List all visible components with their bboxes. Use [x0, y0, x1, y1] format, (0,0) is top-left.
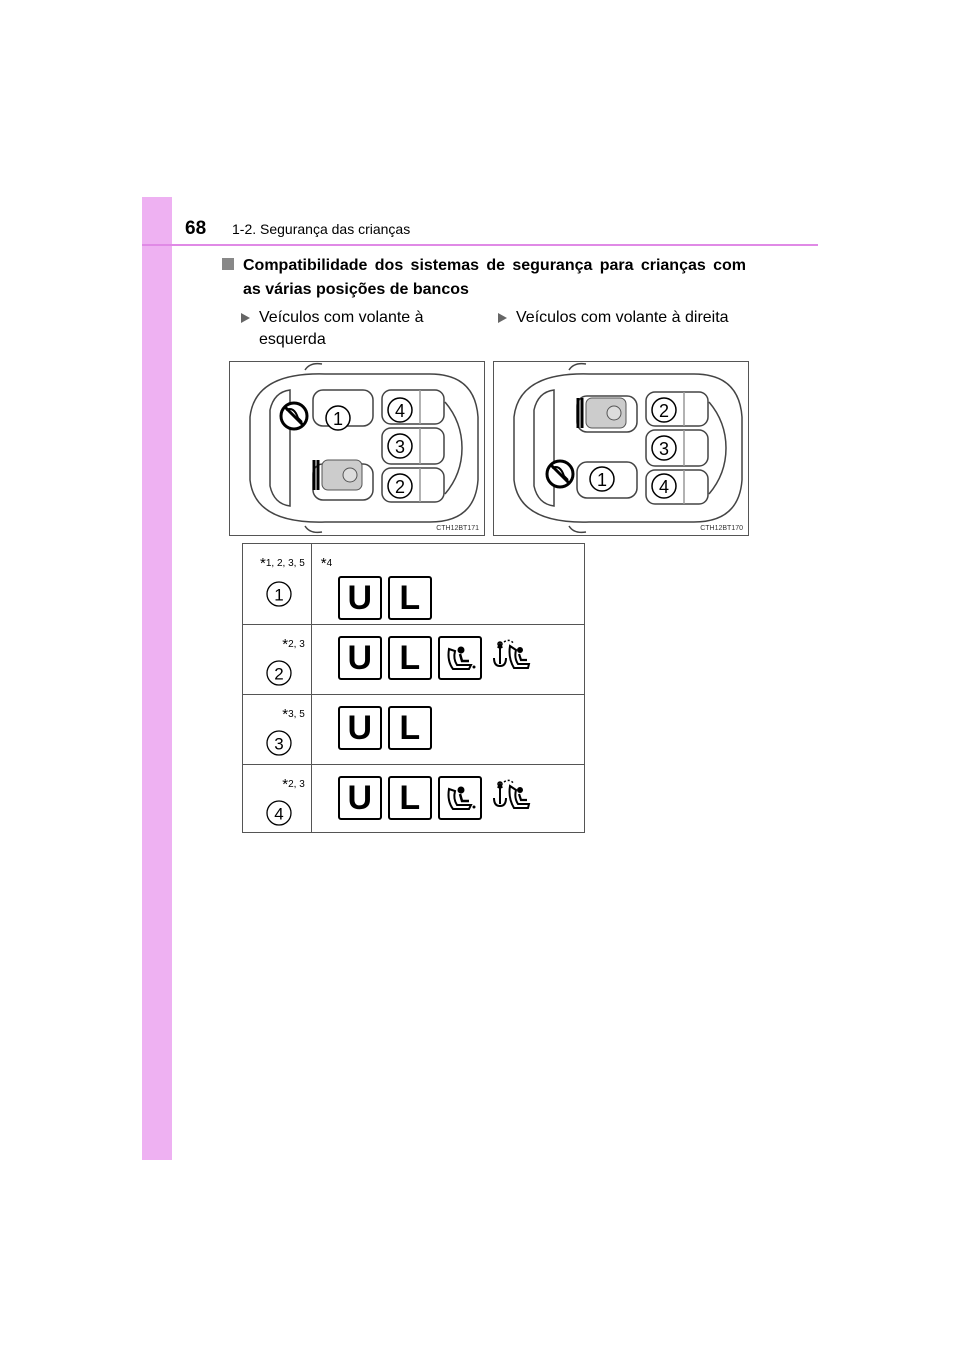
compatible-seat-types-cell [311, 765, 584, 833]
bullet-text: Veículos com volante à direita [516, 309, 729, 326]
seat-diagram-right-hand-drive [493, 361, 749, 536]
icon-row [338, 776, 532, 820]
seat-number-badge [266, 660, 292, 686]
svg-text:1: 1 [274, 585, 284, 605]
square-bullet-icon [222, 258, 234, 270]
heading-text: Compatibilidade dos sistemas de segurança para crianças com as várias posições de bancos [243, 257, 746, 298]
seat-number-badge [266, 800, 292, 826]
icon-row [338, 636, 532, 680]
seat-number-label: 2 [394, 477, 406, 497]
footnote-ref: *1, 2, 3, 5 [260, 555, 305, 572]
prohibited-seat-icon [547, 461, 573, 487]
car-top-view-illustration [494, 362, 748, 535]
section-title: 1-2. Segurança das crianças [232, 221, 411, 237]
bullet-text: Veículos com volante à esquerda [259, 309, 424, 348]
seat-number-label: 4 [658, 477, 670, 497]
compatible-seat-types-cell [311, 625, 584, 695]
svg-text:2: 2 [274, 664, 284, 684]
footnote-ref: *2, 3 [282, 776, 305, 793]
bullet-left-hand-drive [241, 307, 461, 351]
driver-icon [578, 398, 626, 428]
seat-cell [243, 765, 312, 833]
seat-cell [243, 695, 312, 765]
section-heading [222, 254, 746, 302]
seat-number-label: 2 [658, 401, 670, 421]
footnote-ref: *4 [320, 555, 333, 572]
page-number: 68 [185, 218, 207, 239]
footnote-ref: *3, 5 [282, 706, 305, 723]
isofix-anchor-icon [488, 776, 532, 820]
isofix-l-icon: L [388, 576, 432, 620]
isofix-l-icon: L [388, 776, 432, 820]
booster-seat-icon [438, 636, 482, 680]
booster-seat-icon [438, 776, 482, 820]
table-row [243, 544, 585, 625]
table-row [243, 695, 585, 765]
seat-cell [243, 544, 312, 625]
seat-number-label: 1 [596, 470, 608, 490]
universal-u-icon: U [338, 576, 382, 620]
triangle-bullet-icon [498, 313, 507, 323]
seat-cell [243, 625, 312, 695]
figure-code: CTH12BT171 [436, 525, 479, 532]
seat-diagram-left-hand-drive [229, 361, 485, 536]
seat-number-badge [266, 581, 292, 607]
footnote-ref: *2, 3 [282, 636, 305, 653]
side-color-band [142, 197, 172, 1160]
universal-u-icon: U [338, 636, 382, 680]
icon-row [338, 706, 432, 750]
table-row [243, 765, 585, 833]
compatibility-table [242, 543, 585, 833]
triangle-bullet-icon [241, 313, 250, 323]
seat-number-badge [266, 730, 292, 756]
seat-number-label: 3 [658, 439, 670, 459]
bullet-right-hand-drive [498, 307, 758, 329]
universal-u-icon: U [338, 706, 382, 750]
isofix-anchor-icon [488, 636, 532, 680]
svg-text:4: 4 [274, 804, 284, 824]
prohibited-seat-icon [281, 403, 307, 429]
compatible-seat-types-cell [311, 544, 584, 625]
seat-number-label: 4 [394, 401, 406, 421]
figure-code: CTH12BT170 [700, 525, 743, 532]
car-top-view-illustration [230, 362, 484, 535]
seat-number-label: 1 [332, 409, 344, 429]
table-row [243, 625, 585, 695]
header-rule [142, 244, 818, 246]
isofix-l-icon: L [388, 636, 432, 680]
compatible-seat-types-cell [311, 695, 584, 765]
seat-number-label: 3 [394, 437, 406, 457]
isofix-l-icon: L [388, 706, 432, 750]
svg-text:3: 3 [274, 734, 284, 754]
universal-u-icon: U [338, 776, 382, 820]
icon-row [338, 576, 432, 620]
